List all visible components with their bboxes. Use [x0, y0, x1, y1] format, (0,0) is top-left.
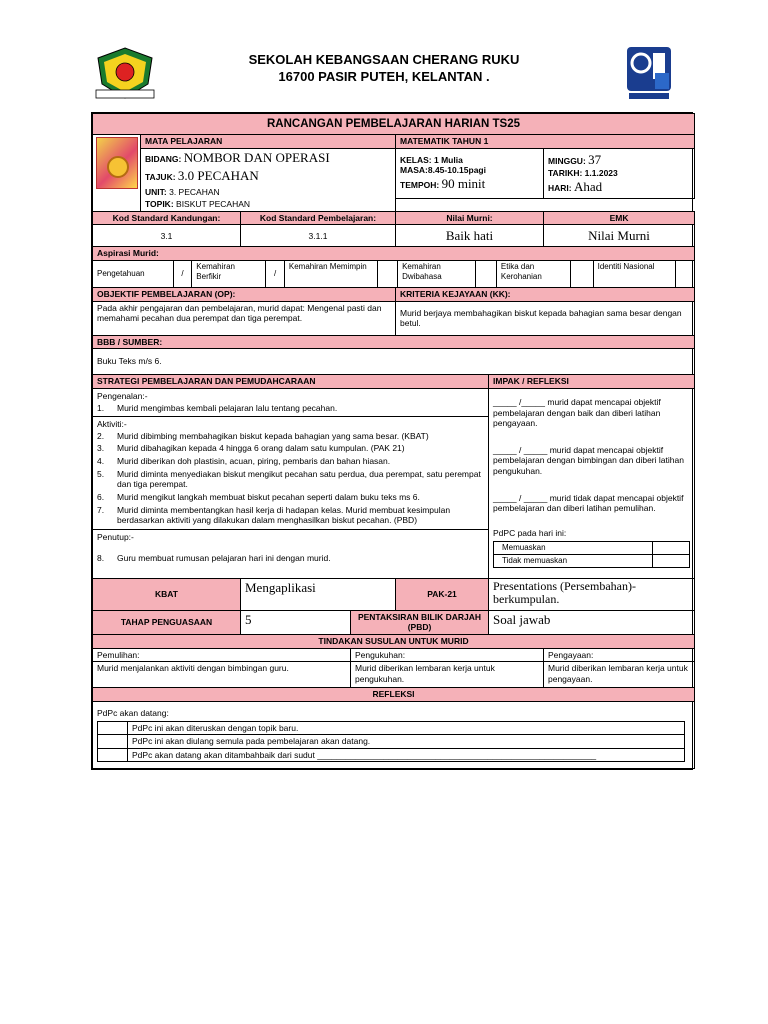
pengukuhan-text: Murid diberikan lembaran kerja untuk pengukuhan. [351, 662, 544, 688]
impak-body [489, 388, 695, 578]
refleksi-option: PdPc ini akan diulang semula pada pembelajaran akan datang. [128, 735, 685, 749]
bbb-text: Buku Teks m/s 6. [93, 349, 695, 375]
tempoh-label: TEMPOH: [400, 179, 440, 190]
tarikh: TARIKH: 1.1.2023 [548, 168, 618, 178]
refleksi-body [93, 701, 695, 769]
list-item: 7. Murid diminta membentangkan hasil kerja di hadapan kelas. Murid membuat kesimpulan berdasarkan aktiviti yang dilakukan dalam menghasilkan biskut pecahan. (PBD) [97, 504, 451, 526]
minggu-label: MINGGU: [548, 155, 586, 166]
unit-row [141, 186, 396, 199]
pdpc-akan-datang-label: PdPc akan datang: [97, 707, 169, 718]
penutup-list [97, 552, 484, 565]
unit-value: 3. PECAHAN [169, 186, 220, 197]
aspirasi-item-label: Kemahiran Berfikir [192, 261, 266, 287]
strategi-label: STRATEGI PEMBELAJARAN DAN PEMUDAHCARAAN [93, 375, 489, 389]
topik-label: TOPIK: [145, 199, 174, 210]
mata-pelajaran-label: MATA PELAJARAN [141, 135, 396, 149]
option-tidak-memuaskan: Tidak memuaskan [494, 554, 653, 567]
list-item: 6. Murid mengikut langkah membuat biskut pecahan seperti dalam buku teks ms 6. [97, 491, 420, 502]
pak21-value: Presentations (Persembahan)-berkumpulan. [489, 578, 695, 610]
minggu-value: 37 [588, 151, 602, 167]
ts25-logo [625, 43, 673, 103]
kelas: KELAS: 1 Mulia [400, 154, 463, 165]
rph-title: RANCANGAN PEMBELAJARAN HARIAN TS25 [93, 114, 695, 135]
topik-value: BISKUT PECAHAN [176, 199, 251, 210]
refleksi-checkbox[interactable] [98, 748, 128, 762]
kbat-label: KBAT [93, 578, 241, 610]
bidang-label: BIDANG: [145, 154, 182, 164]
strategi-body [93, 388, 489, 578]
option-checkbox[interactable] [653, 554, 690, 567]
school-address: 16700 PASIR PUTEH, KELANTAN . [278, 69, 490, 84]
penutup-label: Penutup:- [97, 531, 134, 542]
aspirasi-item-label: Etika dan Kerohanian [496, 261, 570, 287]
page-header [0, 0, 768, 110]
kelas-masa-cell [396, 149, 544, 199]
list-item: 2. Murid dibimbing membahagikan biskut kepada bahagian yang sama besar. (KBAT) [97, 430, 429, 441]
tindakan-label: TINDAKAN SUSULAN UNTUK MURID [93, 635, 695, 649]
hari-value: Ahad [573, 178, 603, 194]
aspirasi-checkbox[interactable] [570, 261, 593, 287]
textbook-cover-image [93, 135, 141, 211]
bidang-value: NOMBOR DAN OPERASI [183, 150, 330, 165]
aspirasi-item-label: Identiti Nasional [593, 261, 675, 287]
hari-label: HARI: [548, 182, 572, 193]
list-item: 8. Guru membuat rumusan pelajaran hari ini dengan murid. [97, 553, 331, 564]
impak-item: _____ /_____ murid dapat mencapai objektif pembelajaran dengan baik dan diberi latihan pengayaan. [493, 396, 661, 429]
objektif-label: OBJEKTIF PEMBELAJARAN (OP): [93, 288, 396, 302]
refleksi-checkbox[interactable] [98, 735, 128, 749]
tajuk-value: 3.0 PECAHAN [177, 168, 259, 184]
tahap-label: TAHAP PENGUASAAN [93, 610, 241, 634]
aspirasi-checkbox[interactable] [377, 261, 398, 287]
aspirasi-label: Aspirasi Murid: [93, 247, 695, 261]
list-item: 3. Murid dibahagikan kepada 4 hingga 6 orang dalam satu kumpulan. (PAK 21) [97, 443, 405, 454]
kbat-value: Mengaplikasi [241, 578, 396, 610]
ksk-header: Kod Standard Kandungan: [93, 211, 241, 225]
impak-item: _____ / _____ murid dapat mencapai objektif pembelajaran dengan bimbingan dan diberi latihan pengukuhan. [493, 444, 684, 476]
refleksi-options-table [97, 721, 685, 763]
objektif-text: Pada akhir pengajaran dan pembelajaran, murid dapat: Mengenal pasti dan memahami pecahan dua perempat dan tiga perempat. [93, 301, 396, 335]
list-item: 1. Murid mengimbas kembali pelajaran lalu tentang pecahan. [97, 402, 338, 413]
impak-item: _____ / _____ murid tidak dapat mencapai objektif pembelajaran dan diberi latihan pemulihan. [493, 492, 684, 514]
pak21-label: PAK-21 [396, 578, 489, 610]
impak-label: IMPAK / REFLEKSI [489, 375, 695, 389]
pemulihan-text: Murid menjalankan aktiviti dengan bimbingan guru. [93, 662, 351, 688]
refleksi-option: PdPc ini akan diteruskan dengan topik baru. [128, 721, 685, 735]
ksk-value: 3.1 [93, 225, 241, 247]
aspirasi-checkbox[interactable]: / [266, 261, 285, 287]
school-name: SEKOLAH KEBANGSAAN CHERANG RUKU [248, 52, 520, 67]
kk-text: Murid berjaya membahagikan biskut kepada bahagian sama besar dengan betul. [396, 301, 695, 335]
minggu-cell [544, 149, 695, 199]
refleksi-checkbox[interactable] [98, 721, 128, 735]
emk-header: EMK [544, 211, 695, 225]
pdpc-hari-ini-label: PdPC pada hari ini: [493, 527, 567, 538]
bbb-label: BBB / SUMBER: [93, 335, 695, 349]
ksp-header: Kod Standard Pembelajaran: [241, 211, 396, 225]
tajuk-label: TAJUK: [145, 172, 176, 183]
aspirasi-grid [93, 261, 695, 288]
nilai-value: Baik hati [396, 225, 544, 247]
pbd-value: Soal jawab [489, 610, 695, 634]
pengenalan-label: Pengenalan:- [97, 390, 148, 401]
pengayaan-text: Murid diberikan lembaran kerja untuk pengayaan. [544, 662, 695, 688]
pdpc-options-table [493, 541, 690, 568]
tahap-value: 5 [241, 610, 351, 634]
refleksi-label: REFLEKSI [93, 688, 695, 702]
bidang-row [141, 149, 396, 168]
aspirasi-item-label: Pengetahuan [93, 261, 173, 287]
option-memuaskan: Memuaskan [494, 541, 653, 554]
refleksi-option: PdPc akan datang akan ditambahbaik dari sudut ___________________________________________________________ [128, 748, 685, 762]
nilai-header: Nilai Murni: [396, 211, 544, 225]
pemulihan-label: Pemulihan: [93, 648, 351, 662]
aspirasi-checkbox[interactable] [476, 261, 497, 287]
emk-value: Nilai Murni [544, 225, 695, 247]
aktiviti-list [97, 430, 484, 527]
topik-row [141, 198, 396, 211]
tajuk-row [141, 167, 396, 185]
mata-pelajaran-value: MATEMATIK TAHUN 1 [396, 135, 695, 149]
aktiviti-label: Aktiviti:- [97, 419, 127, 430]
masa: MASA:8.45-10.15pagi [400, 165, 486, 176]
aspirasi-checkbox[interactable]: / [173, 261, 192, 287]
rph-sheet [91, 112, 693, 770]
aspirasi-checkbox[interactable] [675, 261, 694, 287]
pengayaan-label: Pengayaan: [544, 648, 695, 662]
list-item: 5. Murid diminta menyediakan biskut mengikut pecahan satu perdua, dua perempat, satu perempat dan tiga perempat. [97, 468, 481, 490]
pengenalan-list [97, 402, 484, 415]
tempoh-value: 90 minit [441, 175, 486, 191]
list-item: 4. Murid diberikan doh plastisin, acuan, piring, pembaris dan bahan hiasan. [97, 456, 391, 466]
option-checkbox[interactable] [653, 541, 690, 554]
unit-label: UNIT: [145, 186, 167, 197]
pengukuhan-label: Pengukuhan: [351, 648, 544, 662]
aspirasi-item-label: Kemahiran Dwibahasa [398, 261, 476, 287]
kk-label: KRITERIA KEJAYAAN (KK): [396, 288, 695, 302]
aspirasi-item-label: Kemahiran Memimpin [284, 261, 377, 287]
ksp-value: 3.1.1 [241, 225, 396, 247]
pbd-label: PENTAKSIRAN BILIK DARJAH (PBD) [351, 610, 489, 634]
